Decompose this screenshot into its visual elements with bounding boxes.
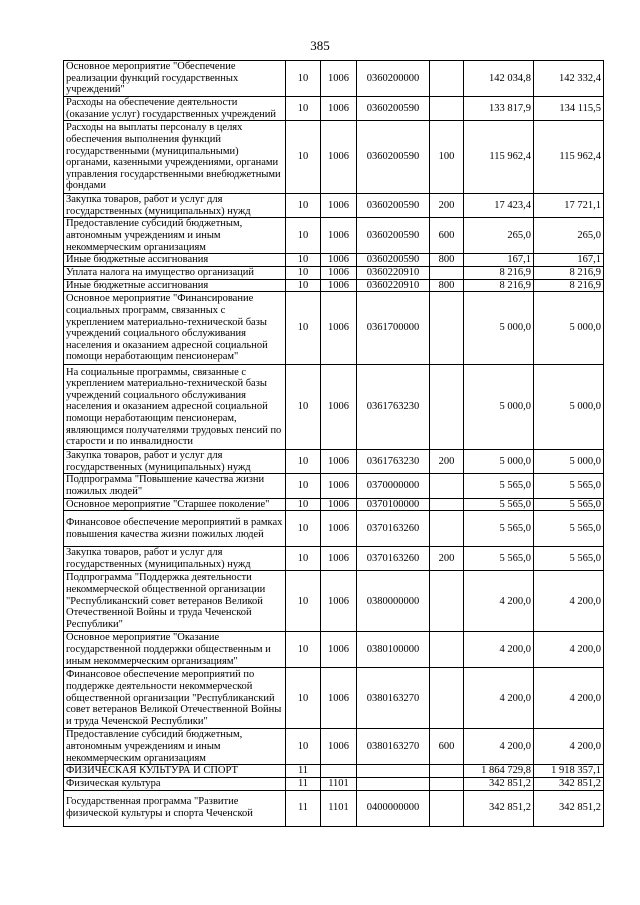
cell-target-item: 0360200590	[357, 121, 430, 194]
table-row	[64, 668, 604, 729]
cell-expense-type	[430, 765, 464, 778]
cell-name: Предоставление субсидий бюджетным, автономным учреждениям и иным некоммерческим организациям	[64, 729, 286, 765]
cell-amount-year2: 4 200,0	[534, 571, 604, 632]
table-row	[64, 121, 604, 194]
cell-target-item: 0360200590	[357, 218, 430, 254]
cell-subsection: 1101	[321, 790, 357, 826]
table-row	[64, 194, 604, 218]
cell-section: 10	[286, 547, 321, 571]
cell-amount-year1: 265,0	[464, 218, 534, 254]
cell-target-item: 0370163260	[357, 547, 430, 571]
cell-amount-year1: 5 000,0	[464, 292, 534, 365]
cell-amount-year2: 5 565,0	[534, 474, 604, 498]
cell-subsection: 1006	[321, 498, 357, 511]
cell-amount-year2: 115 962,4	[534, 121, 604, 194]
cell-amount-year2: 342 851,2	[534, 790, 604, 826]
cell-amount-year1: 5 565,0	[464, 474, 534, 498]
cell-target-item: 0361700000	[357, 292, 430, 365]
cell-target-item: 0400000000	[357, 790, 430, 826]
cell-target-item	[357, 777, 430, 790]
cell-subsection: 1006	[321, 97, 357, 121]
cell-amount-year2: 5 565,0	[534, 511, 604, 547]
cell-expense-type	[430, 266, 464, 279]
cell-target-item: 0380163270	[357, 668, 430, 729]
table-row	[64, 777, 604, 790]
cell-section: 10	[286, 729, 321, 765]
cell-name: Предоставление субсидий бюджетным, автономным учреждениям и иным некоммерческим организациям	[64, 218, 286, 254]
cell-section: 10	[286, 218, 321, 254]
cell-name: Закупка товаров, работ и услуг для государственных (муниципальных) нужд	[64, 194, 286, 218]
cell-target-item: 0360200590	[357, 97, 430, 121]
cell-amount-year1: 167,1	[464, 254, 534, 267]
cell-expense-type: 800	[430, 279, 464, 292]
cell-name: Подпрограмма "Повышение качества жизни пожилых людей"	[64, 474, 286, 498]
cell-name: Уплата налога на имущество организаций	[64, 266, 286, 279]
cell-subsection: 1006	[321, 668, 357, 729]
table-row	[64, 279, 604, 292]
cell-target-item: 0360200590	[357, 194, 430, 218]
cell-target-item: 0370000000	[357, 474, 430, 498]
cell-amount-year2: 5 000,0	[534, 365, 604, 450]
table-row	[64, 254, 604, 267]
cell-section: 10	[286, 97, 321, 121]
page-number: 385	[310, 38, 330, 53]
cell-subsection: 1006	[321, 365, 357, 450]
cell-expense-type	[430, 511, 464, 547]
cell-amount-year2: 5 565,0	[534, 547, 604, 571]
cell-amount-year2: 5 000,0	[534, 292, 604, 365]
cell-expense-type: 200	[430, 194, 464, 218]
table-row	[64, 790, 604, 826]
cell-amount-year2: 4 200,0	[534, 632, 604, 668]
cell-amount-year2: 8 216,9	[534, 266, 604, 279]
cell-amount-year1: 342 851,2	[464, 790, 534, 826]
cell-name: Иные бюджетные ассигнования	[64, 254, 286, 267]
cell-name: Основное мероприятие "Оказание государственной поддержки общественным и иным некоммерческим организациям"	[64, 632, 286, 668]
cell-target-item: 0361763230	[357, 450, 430, 474]
cell-section: 10	[286, 254, 321, 267]
cell-amount-year2: 142 332,4	[534, 61, 604, 97]
cell-target-item: 0361763230	[357, 365, 430, 450]
cell-amount-year1: 17 423,4	[464, 194, 534, 218]
cell-expense-type: 600	[430, 218, 464, 254]
cell-amount-year1: 115 962,4	[464, 121, 534, 194]
table-row	[64, 97, 604, 121]
cell-name: Расходы на обеспечение деятельности (оказание услуг) государственных учреждений	[64, 97, 286, 121]
cell-section: 10	[286, 571, 321, 632]
cell-expense-type	[430, 790, 464, 826]
cell-name: Основное мероприятие "Обеспечение реализации функций государственных учреждений"	[64, 61, 286, 97]
cell-expense-type	[430, 632, 464, 668]
cell-name: Расходы на выплаты персоналу в целях обеспечения выполнения функций государственными (муниципальными) органами, казенными учреждениями, органами управления государственными внебюджетными фондами	[64, 121, 286, 194]
cell-expense-type	[430, 668, 464, 729]
cell-amount-year2: 4 200,0	[534, 729, 604, 765]
table-row	[64, 498, 604, 511]
table-row	[64, 765, 604, 778]
cell-amount-year2: 1 918 357,1	[534, 765, 604, 778]
cell-amount-year2: 17 721,1	[534, 194, 604, 218]
cell-subsection: 1101	[321, 777, 357, 790]
cell-target-item	[357, 765, 430, 778]
cell-expense-type: 200	[430, 450, 464, 474]
cell-subsection: 1006	[321, 571, 357, 632]
cell-target-item: 0380163270	[357, 729, 430, 765]
cell-expense-type	[430, 571, 464, 632]
cell-amount-year2: 5 000,0	[534, 450, 604, 474]
table-row	[64, 292, 604, 365]
cell-name: Физическая культура	[64, 777, 286, 790]
cell-target-item: 0370163260	[357, 511, 430, 547]
cell-target-item: 0360220910	[357, 266, 430, 279]
cell-subsection: 1006	[321, 194, 357, 218]
cell-name: Финансовое обеспечение мероприятий по поддержке деятельности некоммерческой общественной организации "Республиканский совет ветеранов Великой Отечественной Войны и труда Чеченской Республики"	[64, 668, 286, 729]
cell-amount-year2: 265,0	[534, 218, 604, 254]
cell-expense-type: 200	[430, 547, 464, 571]
cell-target-item: 0360200590	[357, 254, 430, 267]
cell-amount-year1: 5 565,0	[464, 547, 534, 571]
cell-target-item: 0370100000	[357, 498, 430, 511]
cell-amount-year1: 5 000,0	[464, 365, 534, 450]
cell-section: 10	[286, 121, 321, 194]
cell-section: 10	[286, 498, 321, 511]
cell-amount-year1: 8 216,9	[464, 266, 534, 279]
cell-name: Финансовое обеспечение мероприятий в рамках повышения качества жизни пожилых людей	[64, 511, 286, 547]
table-body	[64, 61, 604, 827]
cell-expense-type	[430, 292, 464, 365]
cell-subsection	[321, 765, 357, 778]
cell-subsection: 1006	[321, 279, 357, 292]
cell-name: Основное мероприятие "Финансирование социальных программ, связанных с укреплением материально-технической базы учреждений социального обслуживания населения и оказанием адресной социальной помощи неработающим пенсионерам"	[64, 292, 286, 365]
cell-expense-type	[430, 365, 464, 450]
cell-expense-type	[430, 498, 464, 511]
cell-section: 10	[286, 474, 321, 498]
cell-amount-year2: 5 565,0	[534, 498, 604, 511]
cell-amount-year2: 8 216,9	[534, 279, 604, 292]
cell-amount-year2: 167,1	[534, 254, 604, 267]
cell-expense-type	[430, 61, 464, 97]
table-row	[64, 266, 604, 279]
cell-amount-year1: 4 200,0	[464, 729, 534, 765]
table-row	[64, 571, 604, 632]
cell-section: 10	[286, 194, 321, 218]
cell-name: Основное мероприятие "Старшее поколение"	[64, 498, 286, 511]
table-row	[64, 632, 604, 668]
cell-subsection: 1006	[321, 632, 357, 668]
cell-amount-year1: 4 200,0	[464, 668, 534, 729]
cell-amount-year1: 1 864 729,8	[464, 765, 534, 778]
table-row	[64, 729, 604, 765]
cell-expense-type: 800	[430, 254, 464, 267]
cell-expense-type	[430, 777, 464, 790]
cell-subsection: 1006	[321, 266, 357, 279]
cell-name: Иные бюджетные ассигнования	[64, 279, 286, 292]
cell-subsection: 1006	[321, 474, 357, 498]
cell-section: 10	[286, 632, 321, 668]
cell-amount-year2: 134 115,5	[534, 97, 604, 121]
cell-expense-type: 100	[430, 121, 464, 194]
table-row	[64, 365, 604, 450]
table-row	[64, 547, 604, 571]
cell-target-item: 0380000000	[357, 571, 430, 632]
cell-subsection: 1006	[321, 61, 357, 97]
cell-section: 11	[286, 765, 321, 778]
cell-subsection: 1006	[321, 218, 357, 254]
cell-section: 10	[286, 511, 321, 547]
cell-subsection: 1006	[321, 254, 357, 267]
table-row	[64, 511, 604, 547]
cell-amount-year1: 8 216,9	[464, 279, 534, 292]
cell-section: 10	[286, 292, 321, 365]
cell-amount-year2: 4 200,0	[534, 668, 604, 729]
cell-amount-year1: 133 817,9	[464, 97, 534, 121]
cell-subsection: 1006	[321, 511, 357, 547]
cell-amount-year1: 5 565,0	[464, 498, 534, 511]
cell-target-item: 0360200000	[357, 61, 430, 97]
cell-subsection: 1006	[321, 729, 357, 765]
table-row	[64, 61, 604, 97]
cell-name: Подпрограмма "Поддержка деятельности некоммерческой общественной организации "Республиканский совет ветеранов Великой Отечественной Войны и труда Чеченской Республики"	[64, 571, 286, 632]
cell-name: ФИЗИЧЕСКАЯ КУЛЬТУРА И СПОРТ	[64, 765, 286, 778]
cell-subsection: 1006	[321, 121, 357, 194]
cell-target-item: 0360220910	[357, 279, 430, 292]
cell-amount-year1: 4 200,0	[464, 571, 534, 632]
budget-table	[63, 60, 604, 827]
cell-section: 11	[286, 777, 321, 790]
cell-section: 10	[286, 450, 321, 474]
table-row	[64, 450, 604, 474]
cell-amount-year1: 342 851,2	[464, 777, 534, 790]
cell-name: Закупка товаров, работ и услуг для государственных (муниципальных) нужд	[64, 547, 286, 571]
cell-subsection: 1006	[321, 547, 357, 571]
cell-section: 10	[286, 365, 321, 450]
cell-name: На социальные программы, связанные с укреплением материально-технической базы учреждений социального обслуживания населения и оказанием адресной социальной помощи неработающим пенсионерам, являющимся получателями трудовых пенсий по старости и по инвалидности	[64, 365, 286, 450]
cell-name: Закупка товаров, работ и услуг для государственных (муниципальных) нужд	[64, 450, 286, 474]
cell-expense-type: 600	[430, 729, 464, 765]
cell-amount-year1: 5 000,0	[464, 450, 534, 474]
cell-subsection: 1006	[321, 292, 357, 365]
cell-amount-year1: 142 034,8	[464, 61, 534, 97]
cell-amount-year1: 4 200,0	[464, 632, 534, 668]
cell-amount-year2: 342 851,2	[534, 777, 604, 790]
cell-name: Государственная программа "Развитие физической культуры и спорта Чеченской	[64, 790, 286, 826]
cell-section: 11	[286, 790, 321, 826]
cell-section: 10	[286, 668, 321, 729]
cell-section: 10	[286, 61, 321, 97]
cell-target-item: 0380100000	[357, 632, 430, 668]
cell-section: 10	[286, 266, 321, 279]
cell-expense-type	[430, 474, 464, 498]
cell-amount-year1: 5 565,0	[464, 511, 534, 547]
cell-expense-type	[430, 97, 464, 121]
cell-subsection: 1006	[321, 450, 357, 474]
table-row	[64, 474, 604, 498]
cell-section: 10	[286, 279, 321, 292]
table-row	[64, 218, 604, 254]
